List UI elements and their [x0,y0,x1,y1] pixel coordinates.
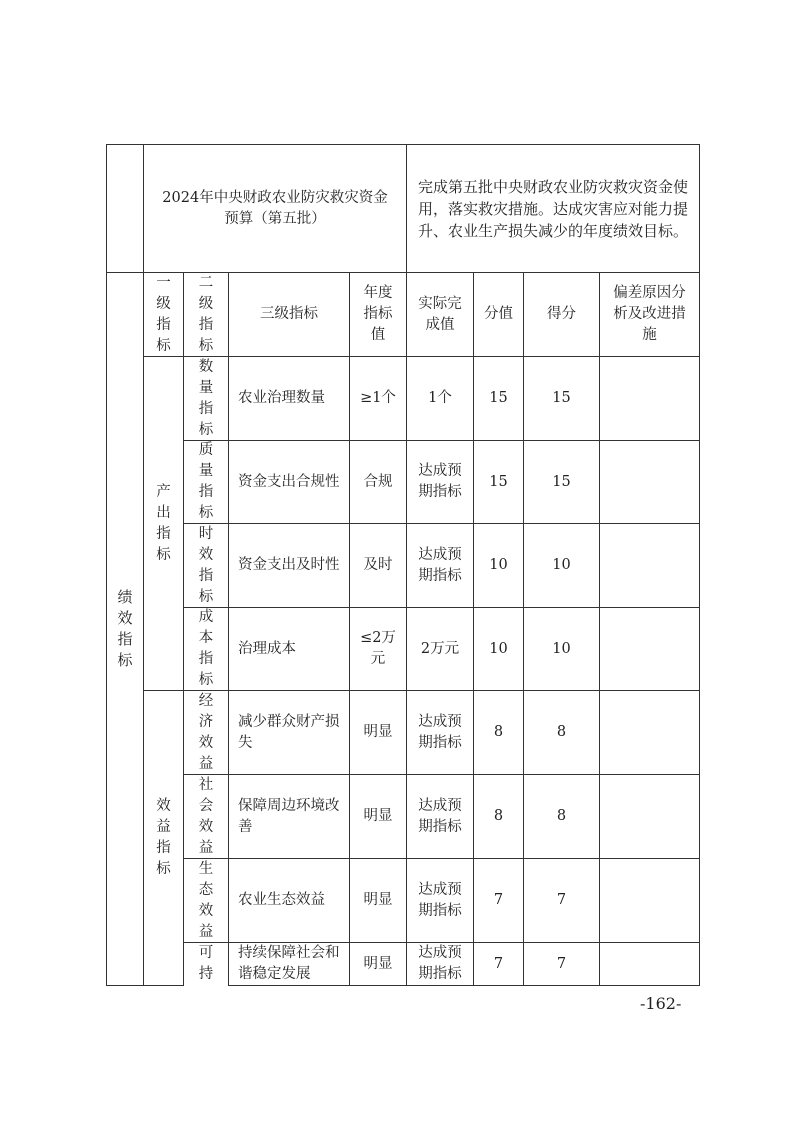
cell-annual: 明显 [349,942,407,986]
cell-score: 7 [523,942,600,986]
cell-value: 15 [473,356,524,441]
goal-text: 完成第五批中央财政农业防灾救灾资金使用，落实救灾措施。达成灾害应对能力提升、农业生产损失减少的年度绩效目标。 [417,177,688,240]
header-level2: 二级指标 [183,272,229,357]
cell-deviation [599,607,700,691]
cell-actual: 达成预期指标 [406,774,474,859]
header-annual: 年度指标值 [349,272,407,357]
header-score: 得分 [523,272,600,357]
cell-value: 8 [473,774,524,859]
cell-annual: 合规 [349,440,407,524]
cell-level3: 持续保障社会和谐稳定发展 [228,942,350,986]
section-cell [106,272,144,986]
cell-actual: 1个 [406,356,474,441]
group-output: 产出指标 [143,356,184,691]
cell-level3: 资金支出合规性 [228,440,350,524]
cell-level3: 治理成本 [228,607,350,691]
cell-level2: 可持 [183,942,229,986]
cell-value: 10 [473,523,524,608]
cell-value: 10 [473,607,524,691]
cell-level2: 时效指标 [183,523,229,608]
section-label: 绩效指标 [117,588,133,669]
cell-annual: 及时 [349,523,407,608]
cell-annual: 明显 [349,690,407,775]
cell-annual: ≥1个 [349,356,407,441]
cell-deviation [599,523,700,608]
cell-level3: 保障周边环境改善 [228,774,350,859]
cell-actual: 达成预期指标 [406,942,474,986]
cell-value: 7 [473,858,524,943]
header-level1: 一级指标 [143,272,184,357]
cell-value: 8 [473,690,524,775]
cell-actual: 达成预期指标 [406,858,474,943]
cell-annual: 明显 [349,774,407,859]
header-level3: 三级指标 [228,272,350,357]
cell-level3: 农业治理数量 [228,356,350,441]
project-name: 2024年中央财政农业防灾救灾资金预算（第五批） [162,189,388,227]
cell-score: 10 [523,607,600,691]
cell-level2: 质量指标 [183,440,229,524]
cell-score: 8 [523,774,600,859]
cell-actual: 达成预期指标 [406,523,474,608]
cell-score: 7 [523,858,600,943]
cell-score: 10 [523,523,600,608]
project-name-cell [143,144,407,273]
page-number: -162- [640,994,682,1013]
cell-level2: 数量指标 [183,356,229,441]
header-score-value: 分值 [473,272,524,357]
cell-actual: 达成预期指标 [406,690,474,775]
cell-value: 15 [473,440,524,524]
cell-actual: 达成预期指标 [406,440,474,524]
cell-annual: 明显 [349,858,407,943]
cell-level2: 成本指标 [183,607,229,691]
cell-deviation [599,690,700,775]
cell-deviation [599,440,700,524]
cell-level2: 社会效益 [183,774,229,859]
cell-score: 15 [523,440,600,524]
cell-deviation [599,942,700,986]
header-actual: 实际完成值 [406,272,474,357]
cell-actual: 2万元 [406,607,474,691]
cell-level3: 减少群众财产损失 [228,690,350,775]
cell-deviation [599,858,700,943]
cell-level3: 资金支出及时性 [228,523,350,608]
cell-score: 15 [523,356,600,441]
cell-level2: 生态效益 [183,858,229,943]
group-benefit: 效益指标 [143,690,184,986]
header-deviation: 偏差原因分析及改进措施 [599,272,700,357]
cell-deviation [599,774,700,859]
blank-cell [106,144,144,273]
cell-value: 7 [473,942,524,986]
goal-cell [406,144,700,273]
cell-level3: 农业生态效益 [228,858,350,943]
cell-deviation [599,356,700,441]
cell-level2: 经济效益 [183,690,229,775]
cell-score: 8 [523,690,600,775]
cell-annual: ≤2万元 [349,607,407,691]
